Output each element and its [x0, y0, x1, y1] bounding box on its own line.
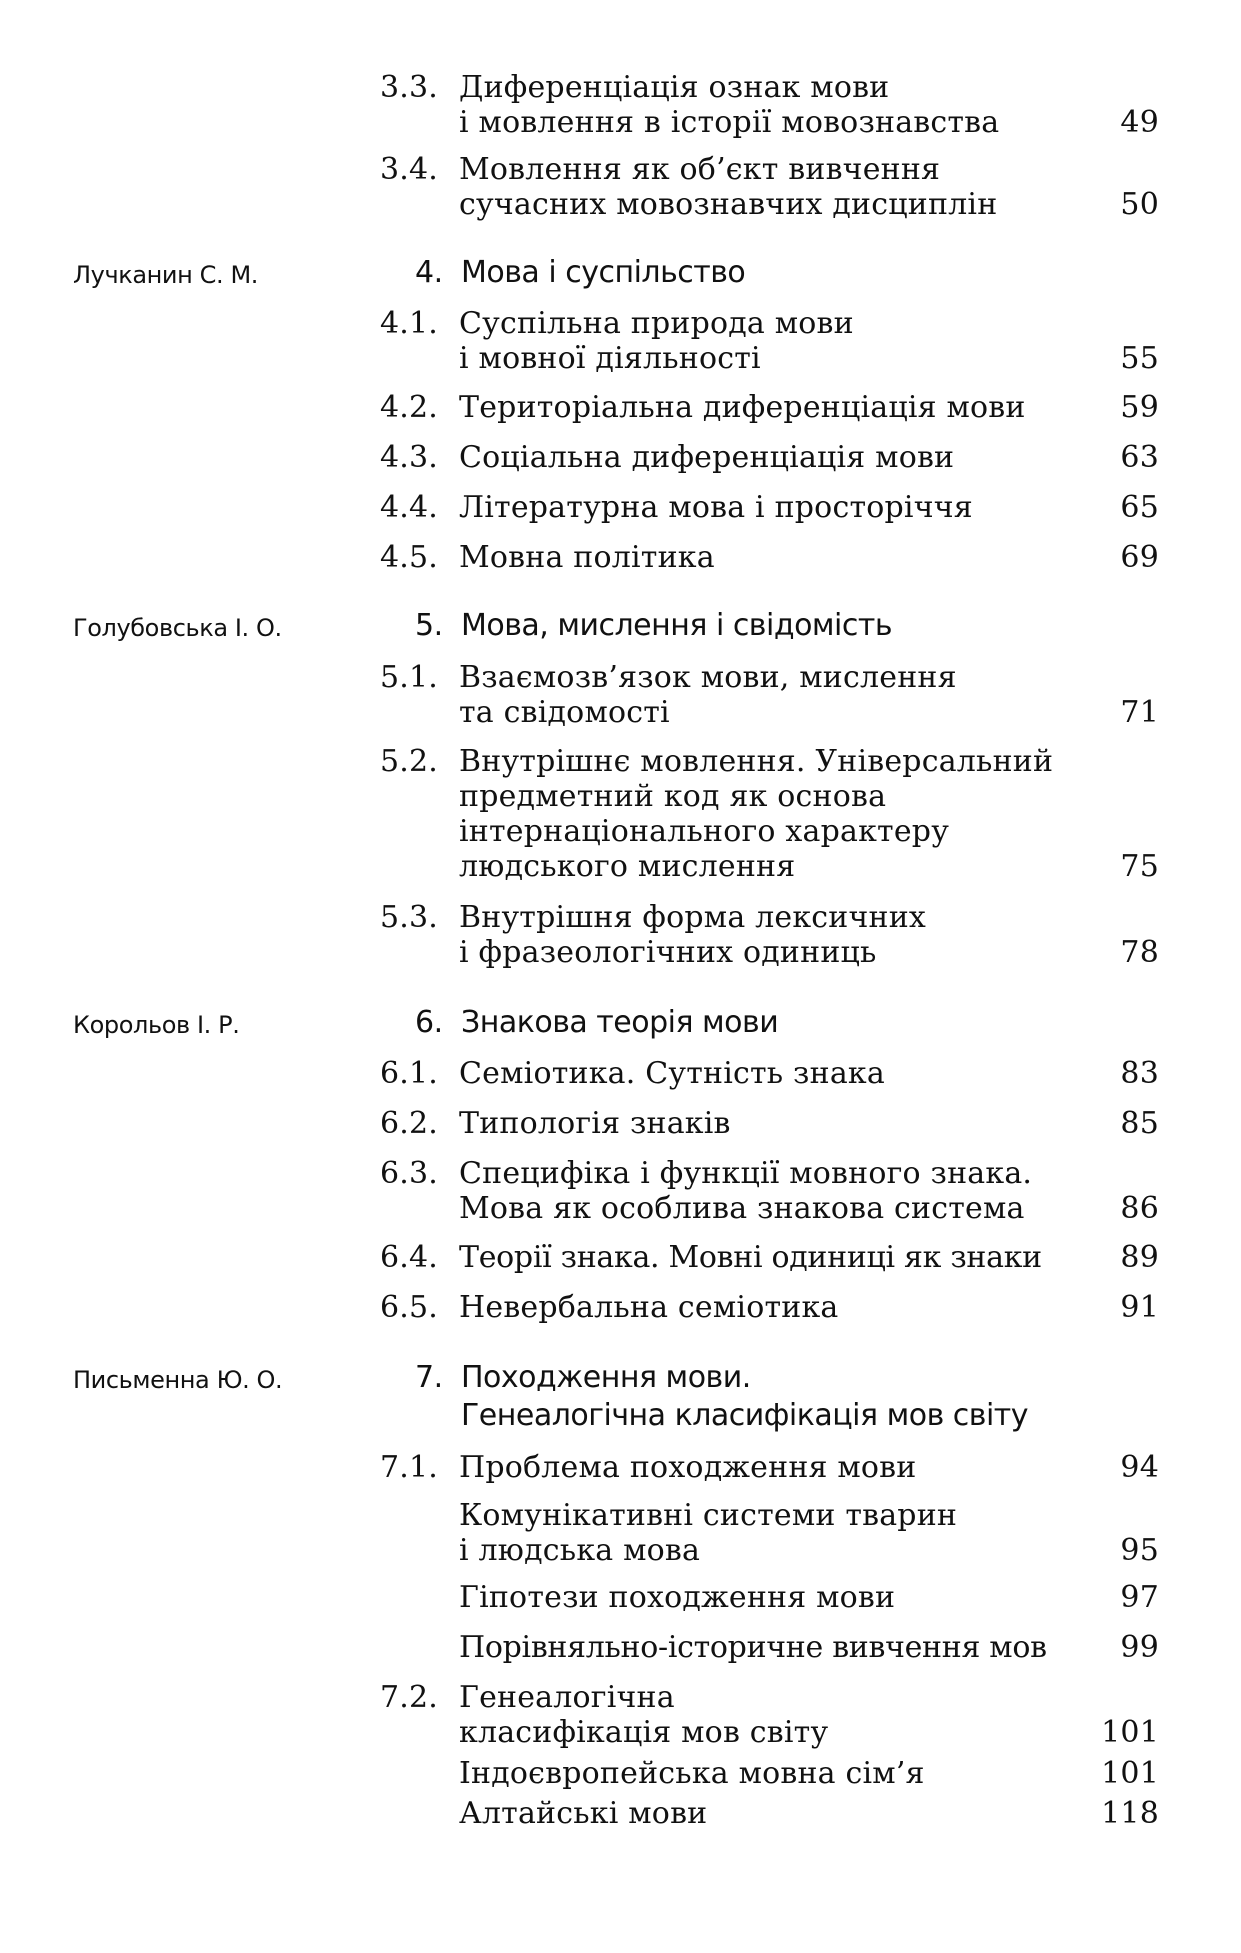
chapter-heading-5	[415, 607, 1135, 645]
chapter-heading-6	[415, 1004, 1135, 1042]
page-number: 83	[1120, 1056, 1159, 1091]
toc-entry-6-4	[380, 1240, 1159, 1275]
page-number: 78	[1120, 935, 1159, 970]
page-number: 71	[1120, 695, 1159, 730]
chapter-title: Походження мови. Генеалогічна класифікація мов світу	[461, 1360, 1029, 1433]
toc-entry-6-1	[380, 1056, 1159, 1091]
section-number: 7.2.	[380, 1680, 439, 1715]
section-title: Внутрішнє мовлення. Універсальний предметний код як основа інтернаціонального характеру людського мислення	[459, 744, 1054, 884]
section-number: 5.2.	[380, 744, 439, 779]
page-number: 50	[1120, 187, 1159, 222]
section-title: Соціальна диференціація мови	[459, 440, 955, 475]
section-number: 5.3.	[380, 900, 439, 935]
chapter-title: Мова і суспільство	[461, 255, 746, 290]
section-number: 6.2.	[380, 1106, 439, 1141]
section-number: 4.3.	[380, 440, 439, 475]
toc-entry-7-1	[380, 1450, 1159, 1485]
toc-entry-6-5	[380, 1290, 1159, 1325]
chapter-author: Корольов І. Р.	[73, 1011, 240, 1039]
page-number: 95	[1120, 1533, 1159, 1568]
toc-subentry-7-1-b	[380, 1580, 1159, 1615]
section-title: Літературна мова і просторіччя	[459, 490, 973, 525]
page-number: 97	[1120, 1580, 1159, 1615]
page-number: 59	[1120, 390, 1159, 425]
page-number: 101	[1101, 1756, 1159, 1791]
section-number: 6.5.	[380, 1290, 439, 1325]
section-title: Невербальна семіотика	[459, 1290, 839, 1325]
chapter-title: Знакова теорія мови	[461, 1005, 779, 1040]
section-title: Теорії знака. Мовні одиниці як знаки	[459, 1240, 1042, 1275]
section-title: Індоєвропейська мовна сім’я	[459, 1756, 925, 1791]
toc-entry-5-1	[380, 660, 1159, 730]
chapter-author: Лучканин С. М.	[73, 261, 258, 289]
section-title: Диференціація ознак мови і мовлення в історії мовознавства	[459, 70, 1000, 140]
section-number: 6.3.	[380, 1156, 439, 1191]
toc-entry-3-4	[380, 152, 1159, 222]
section-title: Взаємозв’язок мови, мислення та свідомості	[459, 660, 957, 730]
toc-entry-5-3	[380, 900, 1159, 970]
section-title: Мовлення як об’єкт вивчення сучасних мовознавчих дисциплін	[459, 152, 998, 222]
toc-entry-3-3	[380, 70, 1159, 140]
page-number: 91	[1120, 1290, 1159, 1325]
toc-entry-6-2	[380, 1106, 1159, 1141]
toc-entry-4-4	[380, 490, 1159, 525]
section-title: Типологія знаків	[459, 1106, 731, 1141]
chapter-heading-4	[415, 254, 1135, 292]
toc-entry-4-2	[380, 390, 1159, 425]
toc-entry-7-2	[380, 1680, 1159, 1750]
section-title: Мовна політика	[459, 540, 715, 575]
section-number: 5.1.	[380, 660, 439, 695]
page-number: 65	[1120, 490, 1159, 525]
section-number: 3.3.	[380, 70, 439, 105]
section-title: Генеалогічна класифікація мов світу	[459, 1680, 829, 1750]
section-title: Порівняльно-історичне вивчення мов	[459, 1630, 1047, 1665]
toc-entry-4-1	[380, 306, 1159, 376]
section-number: 6.1.	[380, 1056, 439, 1091]
toc-subentry-7-2-a	[380, 1756, 1159, 1791]
page-number: 99	[1120, 1630, 1159, 1665]
section-title: Гіпотези походження мови	[459, 1580, 896, 1615]
section-title: Проблема походження мови	[459, 1450, 917, 1485]
page-number: 69	[1120, 540, 1159, 575]
page-number: 86	[1120, 1191, 1159, 1226]
toc-entry-5-2	[380, 744, 1159, 884]
page-number: 101	[1101, 1715, 1159, 1750]
chapter-number: 4.	[415, 255, 443, 290]
page-number: 75	[1120, 849, 1159, 884]
chapter-heading-7	[415, 1359, 1135, 1435]
section-number: 3.4.	[380, 152, 439, 187]
page-number: 118	[1101, 1796, 1159, 1831]
toc-entry-4-5	[380, 540, 1159, 575]
toc-subentry-7-1-c	[380, 1630, 1159, 1665]
section-number: 4.2.	[380, 390, 439, 425]
page-number: 89	[1120, 1240, 1159, 1275]
section-title: Семіотика. Сутність знака	[459, 1056, 885, 1091]
chapter-title: Мова, мислення і свідомість	[461, 608, 893, 643]
chapter-number: 7.	[415, 1360, 443, 1395]
page-number: 85	[1120, 1106, 1159, 1141]
chapter-author: Письменна Ю. О.	[73, 1366, 283, 1394]
section-title: Комунікативні системи тварин і людська мова	[459, 1498, 958, 1568]
chapter-number: 6.	[415, 1005, 443, 1040]
toc-entry-4-3	[380, 440, 1159, 475]
section-title: Алтайські мови	[459, 1796, 708, 1831]
page-number: 63	[1120, 440, 1159, 475]
page-number: 49	[1120, 105, 1159, 140]
chapter-number: 5.	[415, 608, 443, 643]
section-title: Специфіка і функції мовного знака. Мова як особлива знакова система	[459, 1156, 1033, 1226]
section-number: 4.1.	[380, 306, 439, 341]
section-title: Суспільна природа мови і мовної діяльності	[459, 306, 854, 376]
page-number: 55	[1120, 341, 1159, 376]
section-title: Внутрішня форма лексичних і фразеологічних одиниць	[459, 900, 927, 970]
section-title: Територіальна диференціація мови	[459, 390, 1026, 425]
toc-subentry-7-2-b	[380, 1796, 1159, 1831]
toc-entry-6-3	[380, 1156, 1159, 1226]
toc-subentry-7-1-a	[380, 1498, 1159, 1568]
page-number: 94	[1120, 1450, 1159, 1485]
section-number: 4.4.	[380, 490, 439, 525]
section-number: 7.1.	[380, 1450, 439, 1485]
chapter-author: Голубовська І. О.	[73, 614, 282, 642]
section-number: 4.5.	[380, 540, 439, 575]
section-number: 6.4.	[380, 1240, 439, 1275]
